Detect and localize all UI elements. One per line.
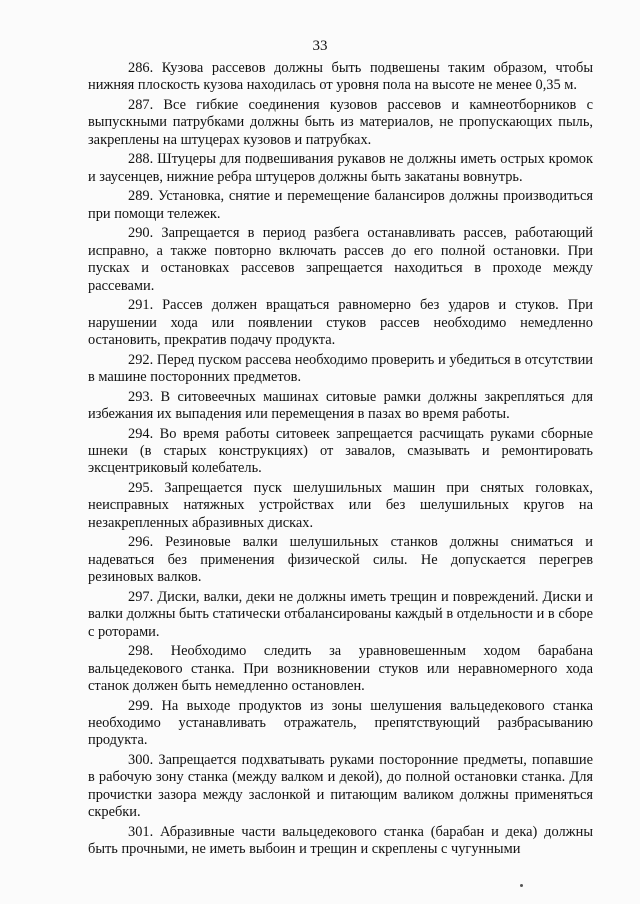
paragraph-301: 301. Абразивные части вальцедекового станка (барабан и дека) должны быть прочными, не иметь выбоин и трещин и скреплены с чугунными (88, 823, 593, 858)
document-body (88, 60, 593, 861)
paragraph-289: 289. Установка, снятие и перемещение балансиров должны производиться при помощи тележек. (88, 188, 593, 222)
paragraph-288: 288. Штуцеры для подвешивания рукавов не должны иметь острых кромок и заусенцев, нижние ребра штуцеров должны быть закатаны вовнутрь. (88, 151, 593, 185)
paragraph-297: 297. Диски, валки, деки не должны иметь трещин и повреждений. Диски и валки должны быть статически отбалансированы каждый в отдельности и в сборе с роторами. (88, 588, 593, 640)
paragraph-299: 299. На выходе продуктов из зоны шелушения вальцедекового станка необходимо устанавливать отражатель, препятствующий разбрасыванию продукта. (88, 697, 593, 749)
paragraph-293: 293. В ситовеечных машинах ситовые рамки должны закрепляться для избежания их выпадения или перемещения в пазах во время работы. (88, 388, 593, 423)
paragraph-286: 286. Кузова рассевов должны быть подвешены таким образом, чтобы нижняя плоскость кузова находилась от уровня пола на высоте не менее 0,35 м. (88, 60, 593, 94)
paragraph-300: 300. Запрещается подхватывать руками посторонние предметы, попавшие в рабочую зону станка (между валком и декой), до полной остановки станка. Для прочистки зазора между заслонкой и питающим валиком должны применяться скребки. (88, 752, 593, 821)
paragraph-296: 296. Резиновые валки шелушильных станков должны сниматься и надеваться без применения физической силы. Не допускается перегрев резиновых валков. (88, 534, 593, 586)
paragraph-295: 295. Запрещается пуск шелушильных машин при снятых головках, неисправных натяжных устройствах или без шелушильных кругов на незакрепленных абразивных дисках. (88, 480, 593, 531)
paragraph-291: 291. Рассев должен вращаться равномерно без ударов и стуков. При нарушении хода или появлении стуков рассев необходимо немедленно остановить, прекратив подачу продукта. (88, 297, 593, 349)
paragraph-298: 298. Необходимо следить за уравновешенным ходом барабана вальцедекового станка. При возникновении стуков или неравномерного хода станок должен быть немедленно остановлен. (88, 643, 593, 695)
paragraph-287: 287. Все гибкие соединения кузовов рассевов и камнеотборников с выпускными патрубками должны быть из материалов, не пропускающих пыль, закреплены на штуцерах кузовов и патрубках. (88, 97, 593, 148)
paragraph-290: 290. Запрещается в период разбега останавливать рассев, работающий исправно, а также повторно включать рассев до его полной остановки. При пусках и остановках рассевов запрещается находиться в проходе между рассевами. (88, 225, 593, 294)
page-number: 33 (312, 38, 328, 54)
paragraph-294: 294. Во время работы ситовеек запрещается расчищать руками сборные шнеки (в старых конструкциях) от завалов, смазывать и ремонтировать эксцентриковый колебатель. (88, 425, 593, 477)
paragraph-292: 292. Перед пуском рассева необходимо проверить и убедиться в отсутствии в машине посторонних предметов. (88, 351, 593, 386)
scan-speck (520, 884, 523, 887)
